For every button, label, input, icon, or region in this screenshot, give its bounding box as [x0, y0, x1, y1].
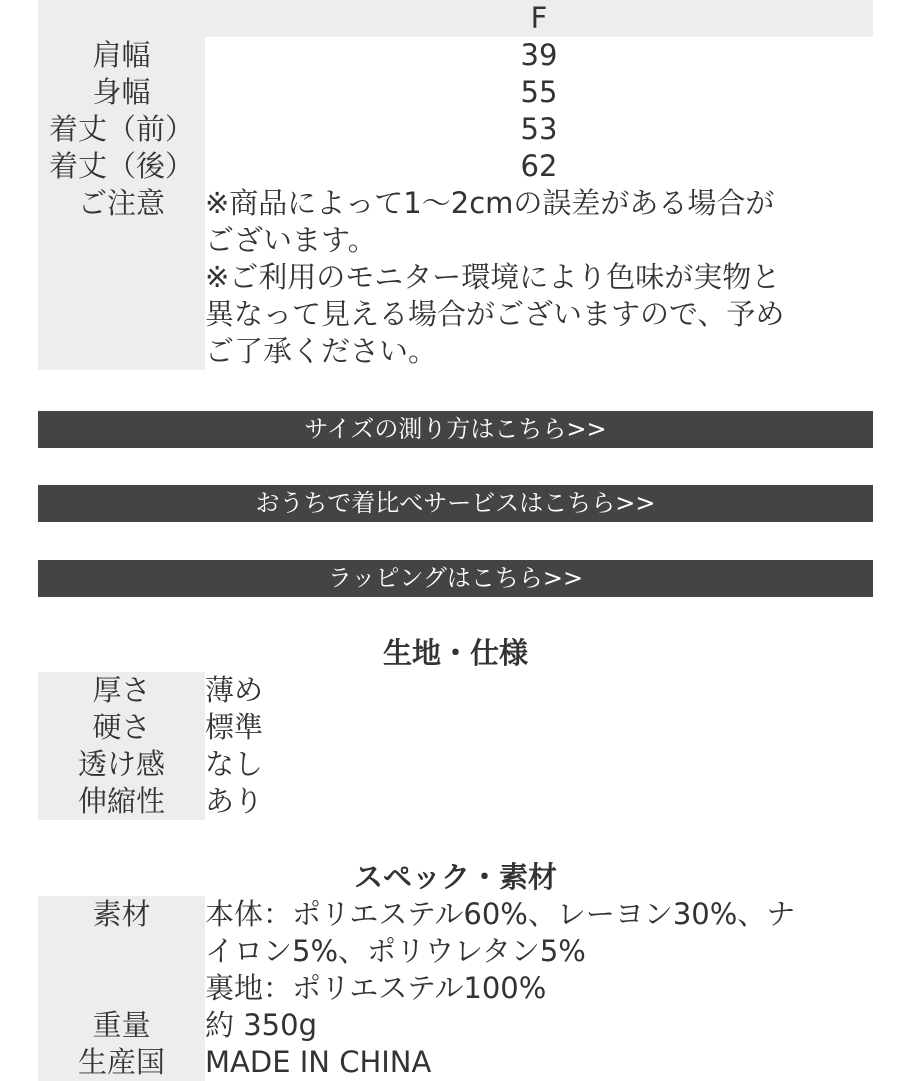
spec-weight-value: 約 350g: [205, 1008, 317, 1042]
size-row-value: 39: [520, 38, 558, 72]
spec-material-value: [205, 896, 873, 1007]
size-header-label: [38, 0, 205, 37]
size-measure-button[interactable]: サイズの測り方はこちら>>: [38, 411, 873, 448]
size-header-value: F: [205, 0, 873, 37]
size-row-label: 肩幅: [38, 37, 205, 74]
size-note-line: ※ご利用のモニター環境により色味が実物と: [205, 260, 781, 294]
size-note-text: [205, 185, 873, 370]
size-note-label: ご注意: [38, 185, 205, 370]
size-row-label: 身幅: [38, 74, 205, 111]
size-row-label: 着丈（後）: [38, 148, 205, 185]
size-row: [38, 148, 873, 185]
spec-material-label: 素材: [38, 896, 205, 1007]
fabric-row: [38, 672, 873, 709]
fabric-row: [38, 746, 873, 783]
fabric-section-title: 生地・仕様: [382, 636, 528, 670]
fabric-row-label: 伸縮性: [38, 783, 205, 820]
fabric-table: [38, 672, 873, 820]
spec-material-line: イロン5%、ポリウレタン5%: [205, 934, 586, 968]
fabric-row-label: 透け感: [38, 746, 205, 783]
spec-origin-value: MADE IN CHINA: [205, 1045, 432, 1079]
size-note-line: ございます。: [205, 223, 377, 257]
fabric-row-value: 標準: [205, 710, 264, 744]
size-note-line: ご了承ください。: [205, 334, 438, 368]
size-table: [38, 0, 873, 370]
fabric-row: [38, 709, 873, 746]
spec-table: [38, 896, 873, 1081]
fabric-row-value: あり: [205, 784, 264, 818]
spec-material-line: 裏地：ポリエステル100%: [205, 971, 547, 1005]
size-row-value: 55: [520, 75, 558, 109]
size-note-line: 異なって見える場合がございますので、予め: [205, 297, 785, 331]
size-row-value: 62: [520, 149, 558, 183]
wrapping-button[interactable]: ラッピングはこちら>>: [38, 560, 873, 597]
try-at-home-button[interactable]: おうちで着比べサービスはこちら>>: [38, 485, 873, 522]
spec-weight-label: 重量: [38, 1007, 205, 1044]
size-row-value: 53: [520, 112, 558, 146]
spec-section-title: スペック・素材: [353, 860, 557, 894]
size-row-label: 着丈（前）: [38, 111, 205, 148]
spec-origin-row: [38, 1044, 873, 1081]
size-row: [38, 37, 873, 74]
size-row: [38, 111, 873, 148]
spec-origin-label: 生産国: [38, 1044, 205, 1081]
size-row: [38, 74, 873, 111]
size-note-row: [38, 185, 873, 370]
fabric-row-label: 硬さ: [38, 709, 205, 746]
spec-weight-row: [38, 1007, 873, 1044]
fabric-row-label: 厚さ: [38, 672, 205, 709]
size-table-header: [38, 0, 873, 37]
fabric-row-value: なし: [205, 747, 264, 781]
fabric-row-value: 薄め: [205, 673, 264, 707]
size-note-line: ※商品によって1〜2cmの誤差がある場合が: [205, 186, 775, 220]
spec-material-line: 本体：ポリエステル60%、レーヨン30%、ナ: [205, 897, 796, 931]
fabric-row: [38, 783, 873, 820]
spec-material-row: [38, 896, 873, 1007]
